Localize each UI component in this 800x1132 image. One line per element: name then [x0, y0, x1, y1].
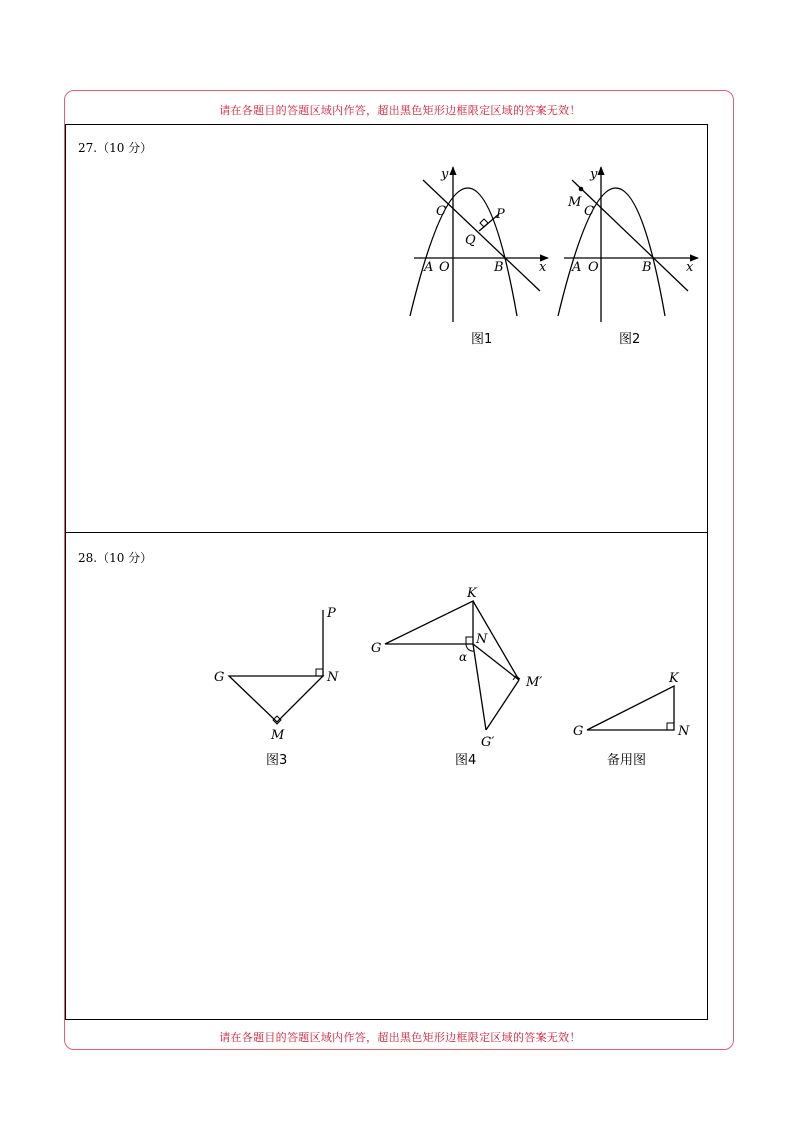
fig1-right-angle-mark: [480, 219, 488, 227]
fig3-label-p: P: [327, 606, 336, 621]
fig4-label-g-prime: G′: [481, 735, 495, 750]
spare-label-n: N: [678, 724, 690, 739]
fig1-caption: 图1: [471, 332, 493, 347]
q28-label: 28.（10 分）: [78, 551, 153, 565]
figure-3: [229, 610, 323, 724]
fig2-caption: 图2: [619, 332, 641, 347]
fig1-label-q: Q: [465, 233, 476, 248]
figure-1: [410, 167, 548, 322]
fig4-label-alpha: α: [459, 650, 468, 664]
spare-right-angle-n: [667, 723, 674, 730]
fig3-caption: 图3: [266, 753, 288, 768]
fig4-right-angle-n: [466, 637, 473, 644]
fig1-label-y: y: [441, 167, 449, 182]
fig4-triangle-gkn: [385, 601, 473, 644]
notice-top: 请在各题目的答题区域内作答，超出黑色矩形边框限定区域的答案无效！: [219, 104, 581, 117]
fig4-label-k: K: [467, 586, 477, 601]
fig2-label-o: O: [588, 260, 599, 275]
figure-4: [385, 601, 520, 730]
fig4-label-n: N: [476, 632, 488, 647]
fig1-label-x: x: [539, 260, 547, 275]
fig3-label-g: G: [214, 670, 225, 685]
figure-spare: [587, 686, 674, 730]
figure-2: [558, 167, 698, 322]
fig4-segment-nm: [473, 644, 519, 680]
fig4-segment-ng: [473, 644, 486, 730]
fig2-label-a: A: [572, 260, 582, 275]
fig4-label-m-prime: M′: [526, 675, 543, 690]
fig3-triangle-gnm: [229, 676, 323, 722]
spare-caption: 备用图: [607, 753, 647, 768]
fig1-label-c: C: [436, 204, 446, 219]
fig1-label-a: A: [424, 260, 434, 275]
fig3-right-angle-n: [316, 669, 323, 676]
q27-label: 27.（10 分）: [78, 141, 153, 155]
fig2-label-m: M: [568, 195, 582, 210]
fig2-label-y: y: [590, 167, 598, 182]
fig1-label-o: O: [439, 260, 450, 275]
fig1-label-p: P: [496, 207, 505, 222]
fig2-label-c: C: [584, 204, 594, 219]
fig2-point-m: [579, 187, 584, 192]
fig4-segment-mg: [486, 680, 519, 730]
notice-bottom: 请在各题目的答题区域内作答，超出黑色矩形边框限定区域的答案无效！: [219, 1031, 581, 1044]
fig2-label-x: x: [686, 260, 694, 275]
spare-triangle-gnk: [587, 686, 674, 730]
fig3-label-m: M: [271, 728, 285, 743]
fig1-label-b: B: [494, 260, 504, 275]
fig4-label-g: G: [371, 641, 382, 656]
fig4-caption: 图4: [455, 753, 477, 768]
spare-label-k: K: [669, 671, 679, 686]
fig2-label-b: B: [642, 260, 652, 275]
fig3-label-n: N: [327, 670, 339, 685]
spare-label-g: G: [573, 724, 584, 739]
